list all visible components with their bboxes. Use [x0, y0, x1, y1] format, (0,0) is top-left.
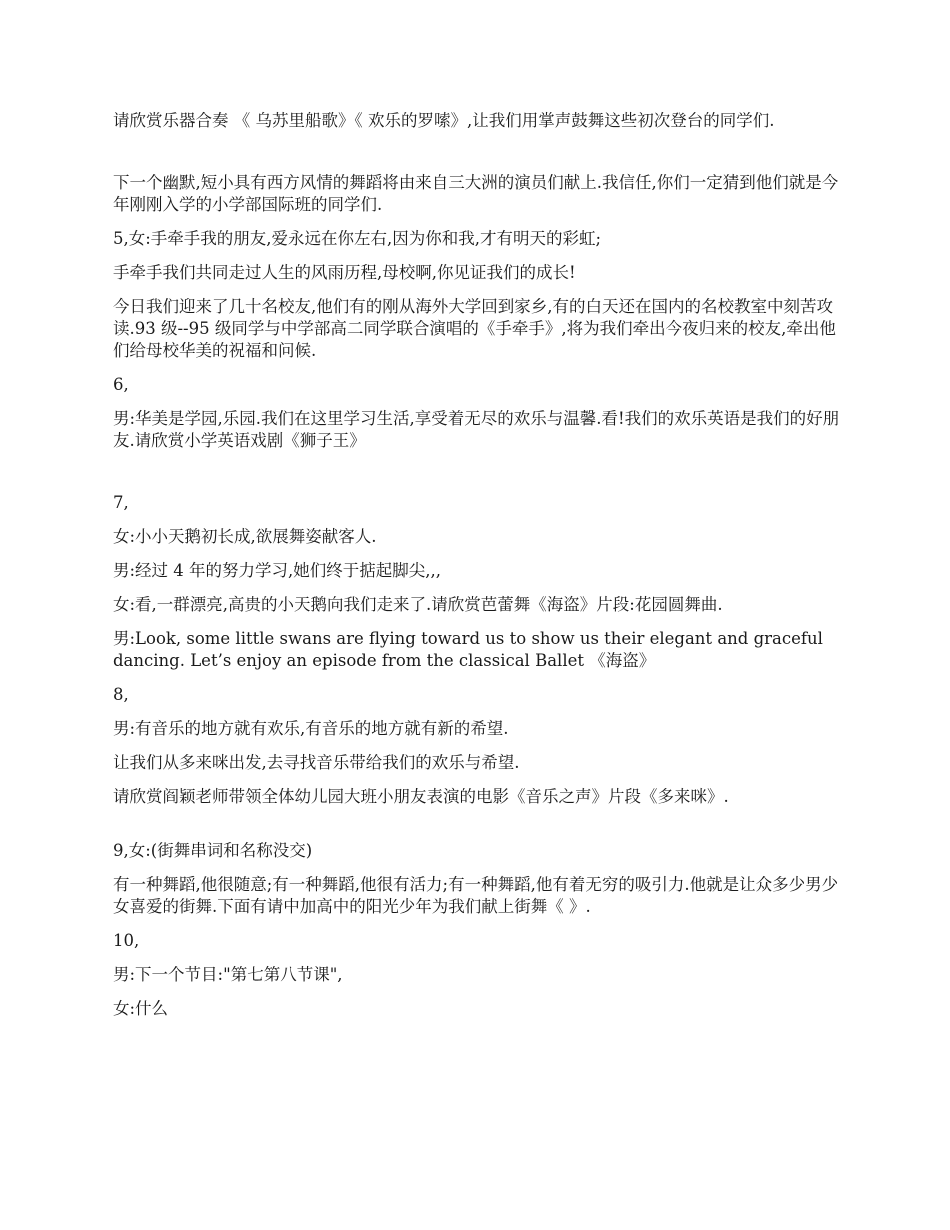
paragraph-18: 有一种舞蹈,他很随意;有一种舞蹈,他很有活力;有一种舞蹈,他有着无穷的吸引力.他就是让众多少男少女喜爱的街舞.下面有请中加高中的阳光少年为我们献上街舞《 》. — [113, 875, 839, 916]
paragraph-20: 男:下一个节目:"第七第八节课", — [113, 965, 343, 984]
paragraph-1: 请欣赏乐器合奏 《 乌苏里船歌》《 欢乐的罗嗦》,让我们用掌声鼓舞这些初次登台的同学们. — [113, 111, 775, 130]
paragraph-11: 女:看,一群漂亮,高贵的小天鹅向我们走来了.请欣赏芭蕾舞《海盗》片段:花园圆舞曲. — [113, 595, 723, 614]
paragraph-13: 8, — [113, 685, 129, 704]
paragraph-6: 6, — [113, 375, 129, 394]
paragraph-12: 男:Look, some little swans are flying toward us to show us their elegant and graceful dancing. Let’s enjoy an episode from the classical Ballet 《海盗》 — [113, 629, 829, 670]
document-page — [113, 110, 841, 1032]
paragraph-2: 下一个幽默,短小具有西方风情的舞蹈将由来自三大洲的演员们献上.我信任,你们一定猜到他们就是今年刚刚入学的小学部国际班的同学们. — [113, 173, 839, 214]
paragraph-17: 9,女:(街舞串词和名称没交) — [113, 841, 313, 860]
paragraph-21: 女:什么 — [113, 999, 169, 1018]
paragraph-16: 请欣赏阎颖老师带领全体幼儿园大班小朋友表演的电影《音乐之声》片段《多来咪》. — [113, 787, 729, 806]
paragraph-15: 让我们从多来咪出发,去寻找音乐带给我们的欢乐与希望. — [113, 753, 520, 772]
paragraph-19: 10, — [113, 931, 140, 950]
paragraph-7: 男:华美是学园,乐园.我们在这里学习生活,享受着无尽的欢乐与温馨.看!我们的欢乐英语是我们的好朋友.请欣赏小学英语戏剧《狮子王》 — [113, 409, 840, 450]
paragraph-8: 7, — [113, 493, 129, 512]
paragraph-9: 女:小小天鹅初长成,欲展舞姿献客人. — [113, 527, 377, 546]
paragraph-5: 今日我们迎来了几十名校友,他们有的刚从海外大学回到家乡,有的白天还在国内的名校教室中刻苦攻读.93 级--95 级同学与中学部高二同学联合演唱的《手牵手》,将为我们牵出今夜归来的校友,牵出他们给母校华美的祝福和问候. — [113, 297, 836, 360]
paragraph-10: 男:经过 4 年的努力学习,她们终于掂起脚尖,,, — [113, 561, 442, 580]
paragraph-4: 手牵手我们共同走过人生的风雨历程,母校啊,你见证我们的成长! — [113, 263, 576, 282]
paragraph-14: 男:有音乐的地方就有欢乐,有音乐的地方就有新的希望. — [113, 719, 509, 738]
paragraph-3: 5,女:手牵手我的朋友,爱永远在你左右,因为你和我,才有明天的彩虹; — [113, 229, 602, 248]
